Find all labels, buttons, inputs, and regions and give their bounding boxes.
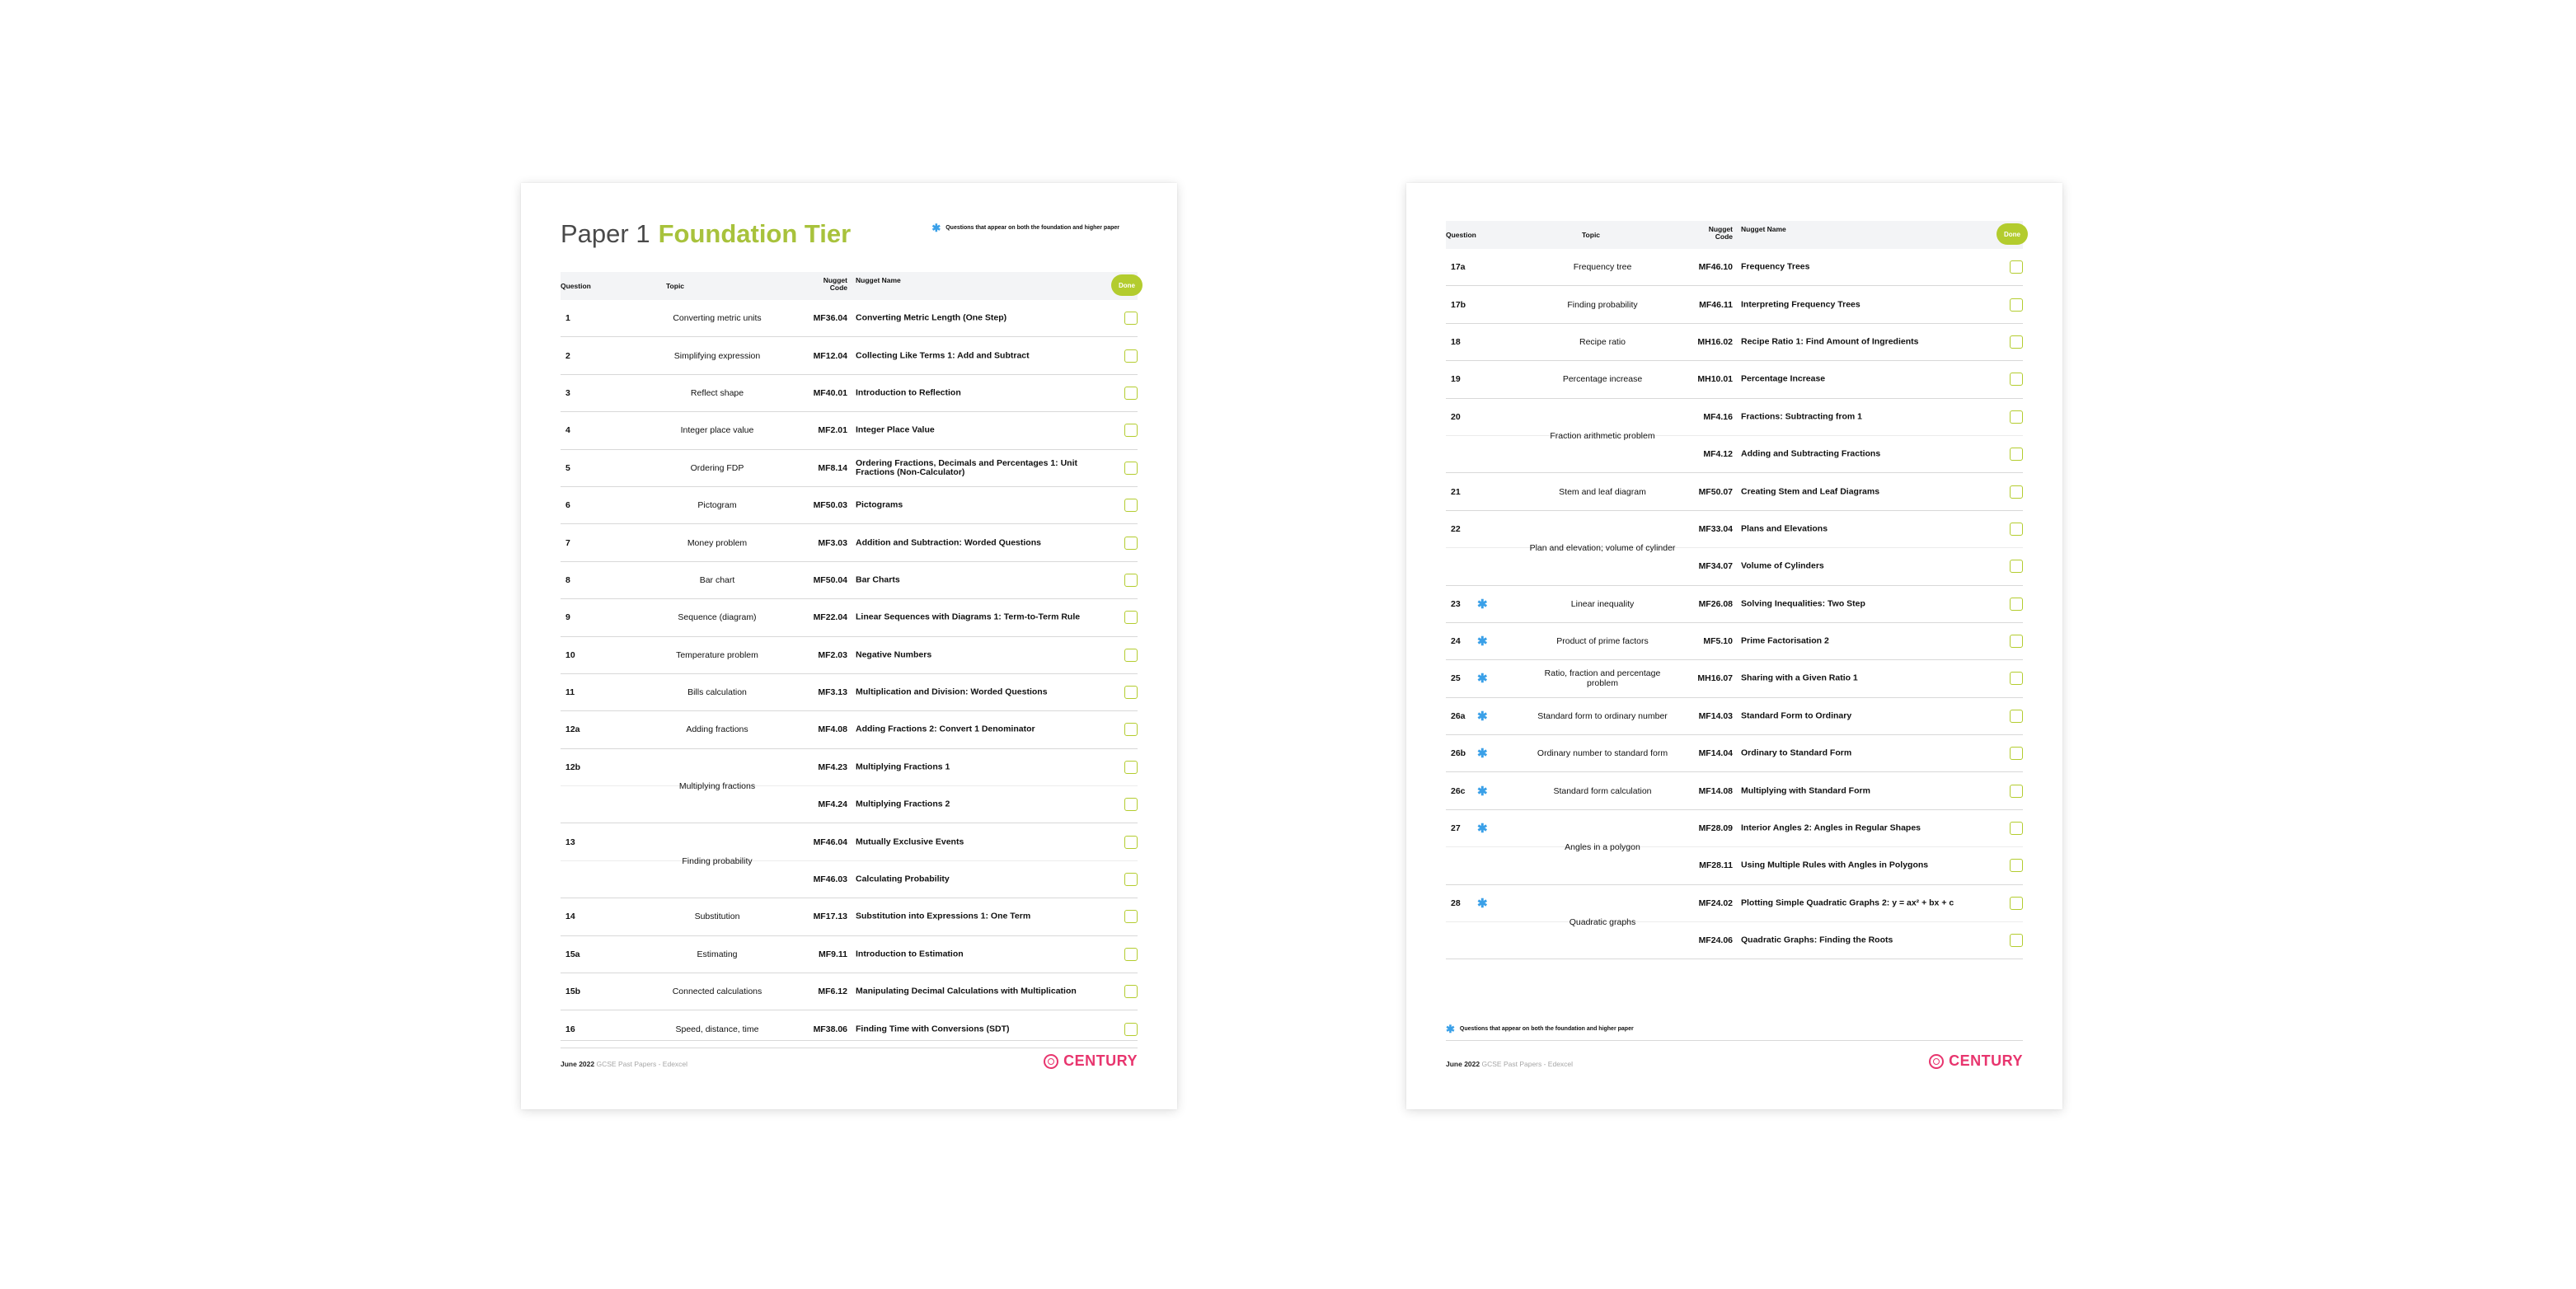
table-row [561, 524, 1138, 561]
question-number: 26b [1451, 748, 1466, 759]
done-checkbox[interactable] [1124, 910, 1138, 923]
nugget-code: MF4.16 [1703, 411, 1733, 422]
question-number: 10 [565, 649, 575, 660]
nugget-code: MH16.02 [1697, 336, 1733, 347]
table-row [561, 674, 1138, 711]
table-row [1446, 399, 2023, 441]
table-row [561, 487, 1138, 524]
topic-cell: Finding probability [682, 855, 753, 866]
topic-cell: Ordinary number to standard form [1537, 748, 1668, 759]
table-row [561, 1010, 1138, 1048]
nugget-name: Adding and Subtracting Fractions [1741, 448, 1881, 459]
nugget-code: MF5.10 [1703, 636, 1733, 647]
nugget-name: Multiplication and Division: Worded Questions [856, 687, 1048, 697]
done-checkbox[interactable] [2010, 934, 2023, 947]
nugget-code: MF4.08 [818, 724, 847, 735]
nugget-name: Multiplying Fractions 2 [856, 799, 950, 809]
topic-cell: Standard form to ordinary number [1537, 710, 1668, 721]
topic-cell: Integer place value [680, 425, 754, 436]
century-logo-icon [1929, 1054, 1944, 1069]
nugget-name: Bar Charts [856, 574, 900, 585]
nugget-name: Ordinary to Standard Form [1741, 748, 1852, 758]
asterisk-icon: ✱ [931, 222, 941, 234]
table-row [1446, 847, 2023, 884]
topic-cell: Quadratic graphs [1569, 917, 1636, 928]
question-number: 1 [565, 313, 570, 324]
century-logo-icon [1044, 1054, 1058, 1069]
done-checkbox[interactable] [1124, 798, 1138, 811]
topic-cell: Finding probability [1567, 299, 1638, 310]
question-number: 24 [1451, 636, 1461, 647]
done-checkbox[interactable] [1124, 649, 1138, 662]
question-number: 27 [1451, 823, 1461, 834]
nugget-name: Standard Form to Ordinary [1741, 710, 1852, 721]
nugget-code: MF36.04 [813, 313, 847, 324]
nugget-code: MF46.11 [1699, 299, 1733, 310]
question-number: 15a [565, 949, 580, 959]
question-number: 8 [565, 574, 570, 585]
nugget-code: MF4.24 [818, 799, 847, 810]
page-title: Paper 1 Foundation Tier [561, 219, 852, 248]
nugget-code: MF17.13 [813, 912, 847, 922]
asterisk-icon: ✱ [1477, 635, 1488, 649]
question-number: 7 [565, 537, 570, 548]
nugget-name: Interpreting Frequency Trees [1741, 299, 1860, 310]
topic-cell: Fraction arithmetic problem [1550, 430, 1655, 441]
asterisk-icon: ✱ [1477, 822, 1488, 837]
nugget-name: Plans and Elevations [1741, 523, 1828, 534]
nugget-name: Quadratic Graphs: Finding the Roots [1741, 935, 1893, 945]
done-checkbox[interactable] [1124, 686, 1138, 699]
table-row [561, 898, 1138, 935]
century-logo: CENTURY [1044, 1052, 1138, 1070]
nugget-name: Linear Sequences with Diagrams 1: Term-to-Term Rule [856, 612, 1081, 622]
question-number: 11 [565, 687, 575, 698]
done-checkbox[interactable] [2010, 485, 2023, 499]
done-checkbox[interactable] [1124, 836, 1138, 849]
done-checkbox[interactable] [2010, 672, 2023, 685]
legend-note: ✱ Questions that appear on both the foundation and higher paper [931, 222, 1119, 234]
nugget-name: Adding Fractions 2: Convert 1 Denominator [856, 724, 1035, 734]
done-checkbox[interactable] [1124, 1023, 1138, 1036]
question-number: 15b [565, 987, 581, 997]
asterisk-icon: ✱ [1477, 896, 1488, 911]
nugget-name: Creating Stem and Leaf Diagrams [1741, 486, 1880, 497]
table-row [1446, 660, 2023, 697]
done-checkbox[interactable] [1124, 761, 1138, 774]
table-row [561, 861, 1138, 898]
topic-cell: Bar chart [699, 574, 735, 585]
nugget-name: Integer Place Value [856, 424, 935, 435]
topic-cell: Plan and elevation; volume of cylinder [1529, 543, 1676, 554]
nugget-name: Collecting Like Terms 1: Add and Subtract [856, 350, 1030, 361]
nugget-name: Substitution into Expressions 1: One Term [856, 911, 1031, 921]
nugget-code: MF6.12 [818, 987, 847, 997]
table-row [1446, 698, 2023, 735]
table-row [561, 823, 1138, 866]
nugget-name: Plotting Simple Quadratic Graphs 2: y = ax² + bx + c [1741, 898, 1954, 908]
footer-text: June 2022 GCSE Past Papers - Edexcel [561, 1060, 688, 1068]
table-row [561, 786, 1138, 823]
nugget-code: MF28.09 [1698, 823, 1733, 834]
topic-cell: Reflect shape [690, 387, 744, 398]
table-row [1446, 361, 2023, 398]
table-row [1446, 548, 2023, 585]
done-checkbox[interactable] [2010, 822, 2023, 835]
nugget-name: Calculating Probability [856, 874, 950, 884]
topic-cell: Recipe ratio [1579, 336, 1626, 347]
question-number: 19 [1451, 374, 1461, 385]
nugget-name: Fractions: Subtracting from 1 [1741, 411, 1863, 422]
question-number: 3 [565, 387, 570, 398]
done-checkbox[interactable] [2010, 335, 2023, 349]
nugget-name: Introduction to Reflection [856, 387, 961, 398]
question-number: 25 [1451, 673, 1461, 684]
nugget-code: MF26.08 [1698, 598, 1733, 609]
table-row [1446, 286, 2023, 323]
done-checkbox[interactable] [2010, 859, 2023, 872]
topic-cell: Frequency tree [1573, 262, 1632, 273]
done-checkbox[interactable] [2010, 260, 2023, 274]
done-checkbox[interactable] [2010, 897, 2023, 910]
question-number: 17a [1451, 262, 1466, 273]
done-badge: Done [1997, 223, 2028, 245]
nugget-code: MF3.03 [818, 537, 847, 548]
done-checkbox[interactable] [1124, 537, 1138, 550]
nugget-code: MF24.06 [1698, 935, 1733, 946]
table-row [1446, 885, 2023, 928]
question-number: 23 [1451, 598, 1461, 609]
nugget-code: MF46.03 [813, 874, 847, 885]
nugget-code: MF33.04 [1698, 523, 1733, 534]
table-row [1446, 586, 2023, 623]
table-row [1446, 810, 2023, 853]
nugget-code: MF28.11 [1699, 860, 1733, 871]
done-checkbox[interactable] [2010, 448, 2023, 461]
done-checkbox[interactable] [1124, 574, 1138, 587]
nugget-name: Mutually Exclusive Events [856, 837, 964, 847]
nugget-code: MF22.04 [813, 612, 847, 623]
done-checkbox[interactable] [1124, 349, 1138, 363]
done-checkbox[interactable] [1124, 985, 1138, 998]
question-number: 22 [1451, 523, 1461, 534]
question-number: 12b [565, 762, 581, 772]
nugget-code: MH10.01 [1697, 374, 1733, 385]
table-row [1446, 922, 2023, 959]
nugget-name: Converting Metric Length (One Step) [856, 312, 1007, 323]
nugget-code: MF50.03 [813, 500, 847, 511]
nugget-code: MF4.12 [1703, 449, 1733, 460]
question-number: 4 [565, 425, 570, 436]
table-row [561, 562, 1138, 599]
table-row [561, 300, 1138, 337]
footer-text: June 2022 GCSE Past Papers - Edexcel [1446, 1060, 1574, 1068]
topic-cell: Converting metric units [673, 313, 762, 324]
nugget-code: MF50.07 [1698, 486, 1733, 497]
table-row [1446, 324, 2023, 361]
nugget-code: MH16.07 [1697, 673, 1733, 684]
table-row [561, 973, 1138, 1010]
done-checkbox[interactable] [1124, 611, 1138, 624]
nugget-code: MF50.04 [813, 574, 847, 585]
done-checkbox[interactable] [2010, 710, 2023, 723]
nugget-name: Negative Numbers [856, 649, 932, 660]
nugget-name: Finding Time with Conversions (SDT) [856, 1024, 1010, 1034]
topic-cell: Ratio, fraction and percentage problem [1544, 668, 1661, 689]
topic-cell: Bills calculation [687, 687, 747, 698]
table-row [561, 375, 1138, 412]
nugget-name: Volume of Cylinders [1741, 560, 1824, 571]
done-checkbox[interactable] [1124, 424, 1138, 437]
nugget-code: MF14.08 [1698, 785, 1733, 796]
done-checkbox[interactable] [1124, 312, 1138, 325]
question-number: 26a [1451, 710, 1466, 721]
table-header: Question Topic Nugget Code Nugget Name Done [561, 272, 1138, 300]
done-checkbox[interactable] [2010, 373, 2023, 386]
question-number: 2 [565, 350, 570, 361]
topic-cell: Linear inequality [1570, 598, 1635, 609]
table-row [561, 711, 1138, 748]
table-row [561, 337, 1138, 374]
table-row [1446, 511, 2023, 554]
topic-cell: Standard form calculation [1553, 785, 1652, 796]
nugget-name: Manipulating Decimal Calculations with Multiplication [856, 986, 1077, 996]
question-number: 17b [1451, 299, 1466, 310]
worksheet-page-1 [521, 183, 1177, 1109]
topic-cell: Money problem [687, 537, 748, 548]
asterisk-icon: ✱ [1446, 1023, 1455, 1035]
question-number: 5 [565, 462, 570, 473]
table-row [1446, 473, 2023, 510]
nugget-name: Ordering Fractions, Decimals and Percentages 1: Unit Fractions (Non-Calculator) [856, 457, 1077, 477]
done-badge: Done [1111, 274, 1143, 296]
done-checkbox[interactable] [2010, 635, 2023, 648]
question-number: 16 [565, 1024, 575, 1034]
nugget-code: MF14.03 [1698, 710, 1733, 721]
topic-cell: Sequence (diagram) [678, 612, 757, 623]
nugget-code: MF12.04 [813, 350, 847, 361]
table-row [1446, 772, 2023, 809]
nugget-name: Using Multiple Rules with Angles in Polygons [1741, 860, 1929, 870]
nugget-code: MF8.14 [818, 462, 847, 473]
worksheet-page-2 [1406, 183, 2062, 1109]
nugget-code: MF9.11 [818, 949, 847, 959]
question-number: 18 [1451, 336, 1461, 347]
topic-cell: Adding fractions [686, 724, 748, 735]
nugget-name: Recipe Ratio 1: Find Amount of Ingredients [1741, 336, 1919, 347]
table-row [561, 599, 1138, 636]
topic-cell: Ordering FDP [690, 462, 744, 473]
done-checkbox[interactable] [2010, 410, 2023, 424]
nugget-code: MF14.04 [1698, 748, 1733, 759]
nugget-name: Prime Factorisation 2 [1741, 635, 1829, 646]
done-checkbox[interactable] [1124, 462, 1138, 475]
question-number: 9 [565, 612, 570, 623]
done-checkbox[interactable] [2010, 598, 2023, 611]
nugget-name: Introduction to Estimation [856, 949, 964, 959]
topic-cell: Estimating [697, 949, 738, 959]
question-number: 20 [1451, 411, 1461, 422]
nugget-code: MF3.13 [818, 687, 847, 698]
nugget-code: MF24.02 [1698, 898, 1733, 908]
topic-cell: Stem and leaf diagram [1559, 486, 1646, 497]
table-body [1446, 249, 2023, 959]
table-row [561, 450, 1138, 487]
nugget-code: MF46.04 [813, 837, 847, 847]
nugget-name: Frequency Trees [1741, 261, 1810, 272]
table-row [561, 936, 1138, 973]
table-row [561, 412, 1138, 449]
nugget-name: Pictograms [856, 499, 903, 510]
nugget-code: MF2.03 [818, 649, 847, 660]
asterisk-icon: ✱ [1477, 784, 1488, 799]
table-row [561, 637, 1138, 674]
nugget-code: MF46.10 [1698, 262, 1733, 273]
done-checkbox[interactable] [1124, 873, 1138, 886]
done-checkbox[interactable] [1124, 387, 1138, 400]
topic-cell: Substitution [694, 912, 740, 922]
asterisk-icon: ✱ [1477, 672, 1488, 687]
topic-cell: Temperature problem [676, 649, 758, 660]
question-number: 21 [1451, 486, 1461, 497]
nugget-name: Addition and Subtraction: Worded Questions [856, 537, 1041, 548]
topic-cell: Simplifying expression [673, 350, 761, 361]
done-checkbox[interactable] [2010, 298, 2023, 312]
done-checkbox[interactable] [2010, 747, 2023, 760]
done-checkbox[interactable] [2010, 523, 2023, 536]
nugget-name: Interior Angles 2: Angles in Regular Shapes [1741, 823, 1921, 833]
asterisk-icon: ✱ [1477, 597, 1488, 612]
nugget-code: MF40.01 [813, 387, 847, 398]
table-body [561, 300, 1138, 1048]
topic-cell: Multiplying fractions [678, 781, 756, 792]
nugget-code: MF34.07 [1698, 561, 1733, 572]
question-number: 26c [1451, 785, 1466, 796]
done-checkbox[interactable] [1124, 723, 1138, 736]
done-checkbox[interactable] [2010, 785, 2023, 798]
topic-cell: Speed, distance, time [675, 1024, 759, 1034]
question-number: 28 [1451, 898, 1461, 908]
question-number: 6 [565, 500, 570, 511]
asterisk-icon: ✱ [1477, 747, 1488, 762]
topic-cell: Angles in a polygon [1565, 842, 1640, 853]
topic-cell: Percentage increase [1562, 374, 1643, 385]
done-checkbox[interactable] [1124, 948, 1138, 961]
question-number: 12a [565, 724, 580, 735]
nugget-name: Multiplying with Standard Form [1741, 785, 1870, 796]
table-row [561, 749, 1138, 792]
nugget-code: MF2.01 [818, 425, 847, 436]
topic-cell: Pictogram [697, 500, 737, 511]
nugget-name: Sharing with a Given Ratio 1 [1741, 673, 1858, 683]
topic-cell: Connected calculations [672, 987, 762, 997]
question-number: 13 [565, 837, 575, 847]
question-number: 14 [565, 912, 575, 922]
done-checkbox[interactable] [1124, 499, 1138, 512]
nugget-code: MF4.23 [818, 762, 847, 772]
table-row [1446, 436, 2023, 473]
table-row [1446, 623, 2023, 660]
nugget-name: Percentage Increase [1741, 373, 1826, 384]
done-checkbox[interactable] [2010, 560, 2023, 573]
century-logo: CENTURY [1929, 1052, 2023, 1070]
asterisk-icon: ✱ [1477, 709, 1488, 724]
table-row [1446, 735, 2023, 772]
nugget-name: Solving Inequalities: Two Step [1741, 598, 1865, 609]
nugget-name: Multiplying Fractions 1 [856, 762, 950, 772]
table-row [1446, 249, 2023, 286]
nugget-code: MF38.06 [813, 1024, 847, 1034]
topic-cell: Product of prime factors [1556, 636, 1649, 647]
legend-note: ✱ Questions that appear on both the foundation and higher paper [1446, 1023, 1634, 1035]
table-header: Question Topic Nugget Code Nugget Name Done [1446, 221, 2023, 249]
